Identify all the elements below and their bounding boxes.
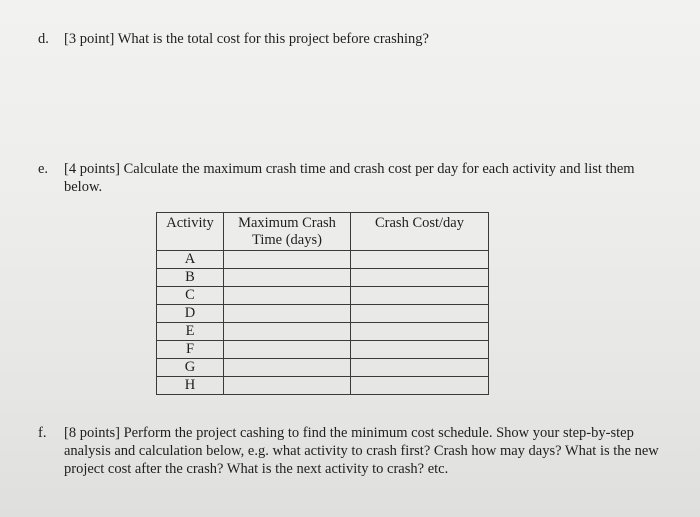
- table-row: [157, 305, 489, 323]
- question-d-number: d.: [38, 31, 49, 47]
- max-crash-time-cell[interactable]: [224, 269, 351, 287]
- crash-cost-cell[interactable]: [351, 359, 489, 377]
- table-row: [157, 377, 489, 395]
- question-e-text: [4 points] Calculate the maximum crash time and crash cost per day for each activity and list them below.: [64, 161, 635, 195]
- table-row: [157, 341, 489, 359]
- question-f-number: f.: [38, 425, 47, 441]
- question-f-text: [8 points] Perform the project cashing to find the minimum cost schedule. Show your step-by-step analysis and calculation below, e.g. what activity to crash first? Crash how may days? What is the new project cost after the crash? What is the next activity to crash? etc.: [64, 425, 659, 477]
- crash-cost-cell[interactable]: [351, 305, 489, 323]
- max-crash-time-cell[interactable]: [224, 377, 351, 395]
- max-crash-time-cell[interactable]: [224, 251, 351, 269]
- crash-cost-cell[interactable]: [351, 269, 489, 287]
- question-d-text: [3 point] What is the total cost for this project before crashing?: [64, 31, 429, 47]
- activity-cell: H: [157, 377, 224, 395]
- crash-table: [156, 212, 489, 395]
- crash-table-header-row: [157, 213, 489, 251]
- crash-cost-cell[interactable]: [351, 287, 489, 305]
- crash-cost-cell[interactable]: [351, 377, 489, 395]
- header-crash-cost-per-day: Crash Cost/day: [351, 213, 489, 251]
- crash-cost-cell[interactable]: [351, 341, 489, 359]
- table-row: [157, 359, 489, 377]
- table-row: [157, 323, 489, 341]
- table-row: [157, 251, 489, 269]
- activity-cell: D: [157, 305, 224, 323]
- max-crash-time-cell[interactable]: [224, 359, 351, 377]
- activity-cell: C: [157, 287, 224, 305]
- max-crash-time-cell[interactable]: [224, 341, 351, 359]
- max-crash-time-cell[interactable]: [224, 305, 351, 323]
- activity-cell: G: [157, 359, 224, 377]
- activity-cell: A: [157, 251, 224, 269]
- max-crash-time-cell[interactable]: [224, 287, 351, 305]
- activity-cell: F: [157, 341, 224, 359]
- table-row: [157, 269, 489, 287]
- activity-cell: B: [157, 269, 224, 287]
- crash-cost-cell[interactable]: [351, 251, 489, 269]
- max-crash-time-cell[interactable]: [224, 323, 351, 341]
- header-activity: Activity: [157, 213, 224, 251]
- question-e-number: e.: [38, 161, 49, 177]
- activity-cell: E: [157, 323, 224, 341]
- header-max-crash-time: Maximum Crash Time (days): [224, 213, 351, 251]
- crash-cost-cell[interactable]: [351, 323, 489, 341]
- table-row: [157, 287, 489, 305]
